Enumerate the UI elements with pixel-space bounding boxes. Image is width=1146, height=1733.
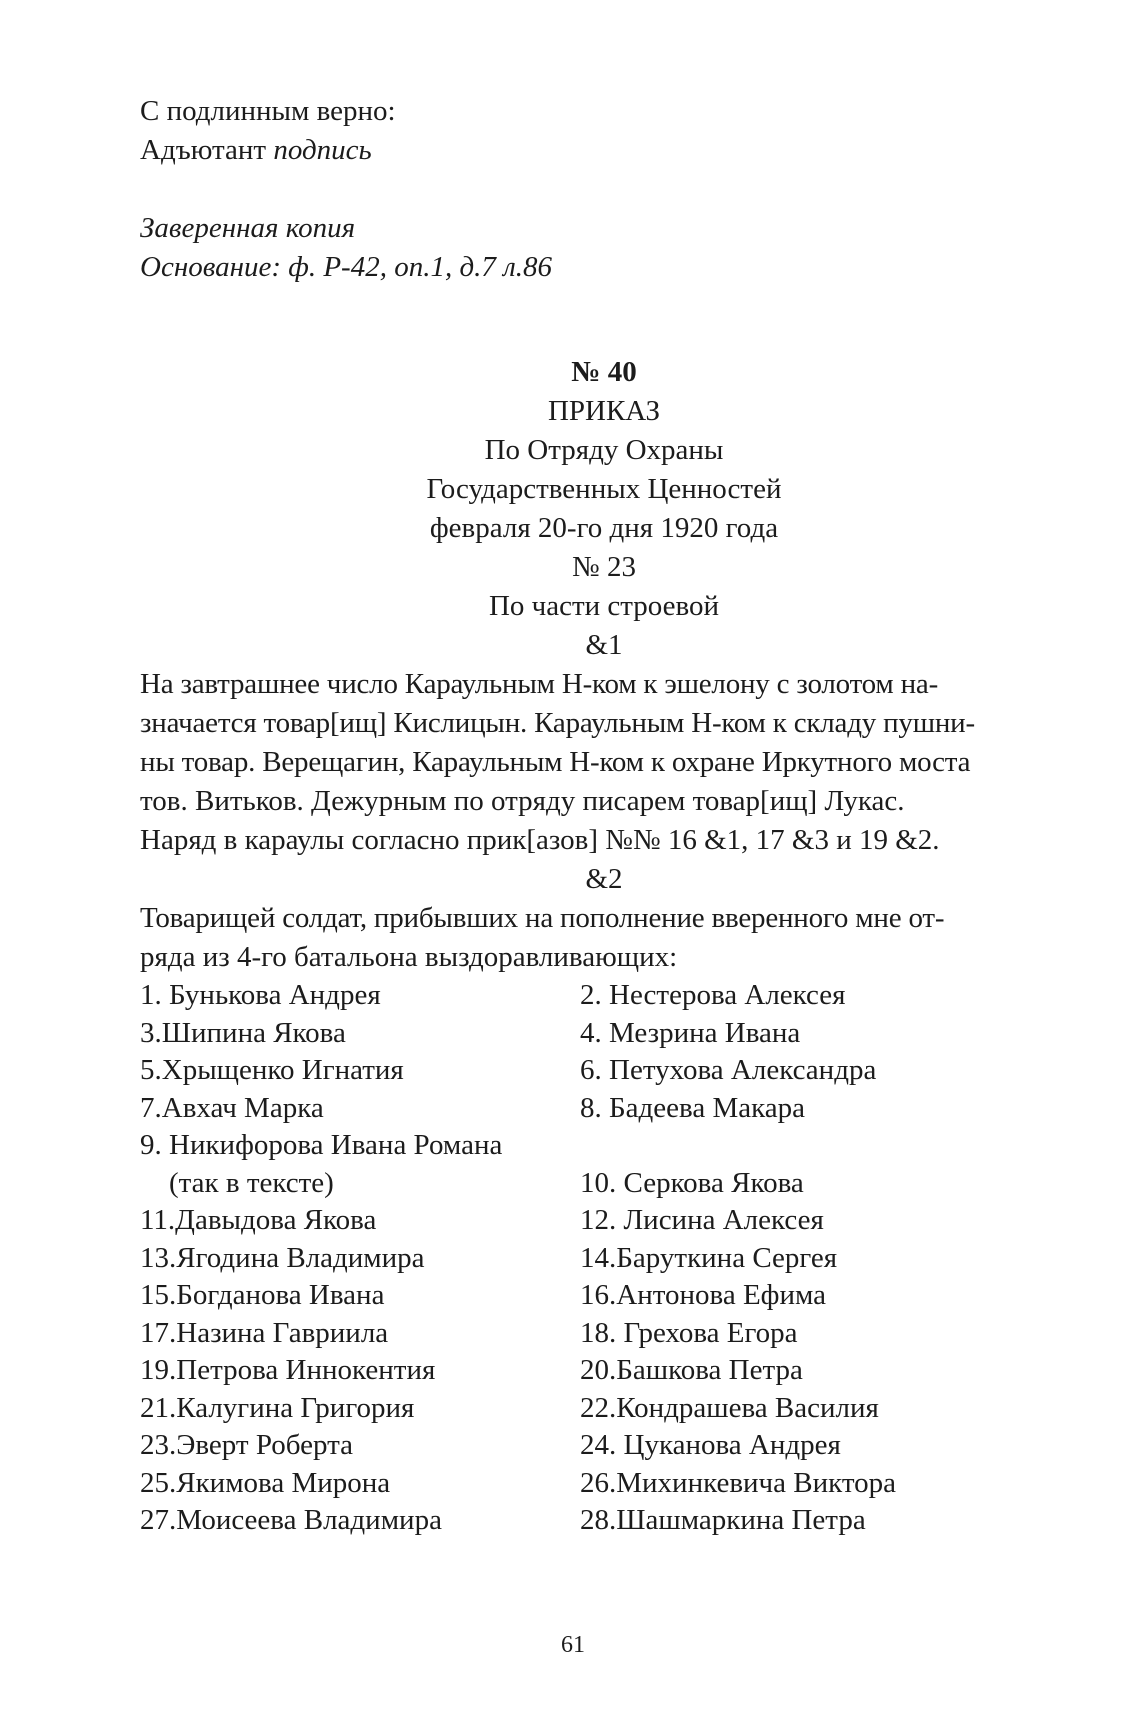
section2-intro-line: Товарищей солдат, прибывших на пополнение вверенного мне от- (140, 902, 945, 934)
roster-entry: 1. Бунькова Андрея (140, 979, 381, 1011)
guard-order-line: Наряд в караулы согласно прик[азов] №№ 16 &1, 17 &3 и 19 &2. (140, 824, 940, 856)
roster-entry: 27.Моисеева Владимира (140, 1504, 442, 1536)
signature-note: подпись (273, 134, 372, 166)
section1-line: тов. Витьков. Дежурным по отряду писарем товар[ищ] Лукас. (140, 785, 905, 817)
section2-intro-line: ряда из 4-го батальона выздоравливающих: (140, 941, 678, 973)
roster-entry: 18. Грехова Егора (580, 1316, 798, 1349)
roster-entry: 20.Башкова Петра (580, 1354, 803, 1386)
roster-entry: 9. Никифорова Ивана Романа (140, 1129, 503, 1161)
roster-entry: 21.Калугина Григория (140, 1391, 415, 1424)
roster-entry: 10. Серкова Якова (580, 1166, 804, 1199)
roster-entry: 19.Петрова Иннокентия (140, 1354, 436, 1386)
roster-entry: 25.Якимова Мирона (140, 1466, 391, 1499)
roster-entry (580, 1127, 1068, 1165)
roster-entry: 3.Шипина Якова (140, 1016, 346, 1049)
roster-entry: 2. Нестерова Алексея (580, 979, 846, 1011)
roster-entry: 14.Баруткина Сергея (580, 1241, 838, 1274)
heading-unit: По Отряду Охраны (484, 434, 724, 466)
roster-entry: 22.Кондрашева Василия (580, 1391, 879, 1424)
section-heading: По части строевой (488, 590, 720, 622)
page-number: 61 (561, 1632, 585, 1658)
section-mark-1: &1 (585, 629, 623, 661)
document-number: № 40 (571, 356, 637, 388)
roster-entry: 15.Богданова Ивана (140, 1279, 385, 1311)
roster-entry: 11.Давыдова Якова (140, 1204, 377, 1236)
archive-reference: Основание: ф. Р-42, оп.1, д.7 л.86 (140, 251, 553, 283)
section1-line: ны товар. Верещагин, Караульным Н-ком к охране Иркутного моста (140, 746, 971, 778)
section1-line: значается товар[ищ] Кислицын. Караульным Н-ком к складу пушни- (140, 707, 975, 739)
roster-entry: 24. Цуканова Андрея (580, 1429, 841, 1461)
document-title: ПРИКАЗ (547, 395, 661, 427)
section-mark-2: &2 (585, 863, 623, 895)
roster-entry: 23.Эверт Роберта (140, 1429, 353, 1461)
roster-entry: 7.Авхач Марка (140, 1091, 324, 1124)
roster-entry: 8. Бадеева Макара (580, 1091, 806, 1124)
roster-entry: 5.Хрыщенко Игнатия (140, 1054, 404, 1086)
roster-entry: 16.Антонова Ефима (580, 1279, 827, 1311)
order-date: февраля 20-го дня 1920 года (429, 512, 779, 544)
certified-copy-note: Заверенная копия (140, 212, 356, 244)
soldier-roster (140, 977, 1068, 1540)
roster-entry-note: (так в тексте) (140, 1166, 334, 1199)
roster-entry: 4. Мезрина Ивана (580, 1016, 801, 1049)
roster-entry: 28.Шашмаркина Петра (580, 1504, 866, 1536)
roster-entry: 12. Лисина Алексея (580, 1204, 824, 1236)
adjutant-label: Адъютант (140, 134, 274, 166)
certification-line: С подлинным верно: (140, 95, 396, 127)
order-number: № 23 (572, 551, 636, 583)
spacer (140, 170, 1068, 209)
document-body (140, 92, 1068, 1540)
roster-entry: 6. Петухова Александра (580, 1054, 877, 1086)
spacer (140, 287, 1068, 353)
heading-unit-2: Государственных Ценностей (426, 473, 782, 505)
roster-entry: 17.Назина Гавриила (140, 1316, 389, 1349)
adjutant-line (140, 131, 1068, 170)
roster-entry: 13.Ягодина Владимира (140, 1241, 425, 1274)
section1-line: На завтрашнее число Караульным Н-ком к эшелону с золотом на- (140, 668, 939, 700)
roster-entry: 26.Михинкевича Виктора (580, 1466, 896, 1499)
